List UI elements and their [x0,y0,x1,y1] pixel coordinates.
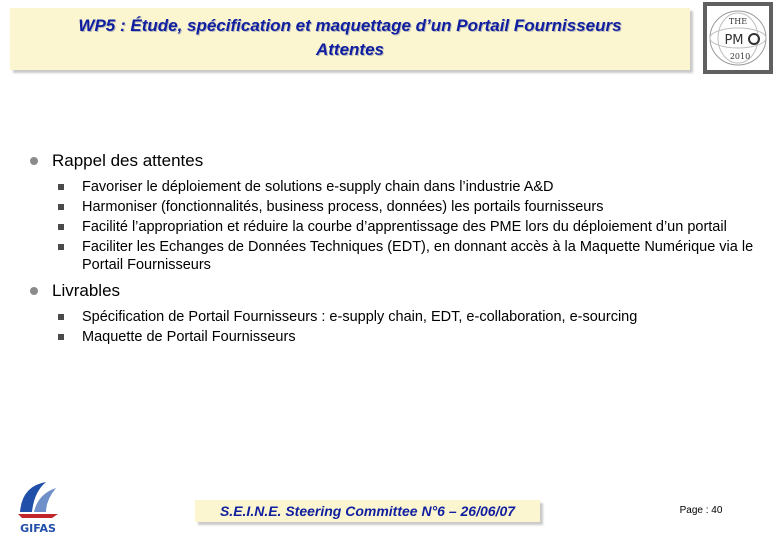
square-bullet-icon [58,204,64,210]
square-bullet-icon [58,314,64,320]
slide-content [28,150,758,352]
section-heading-attentes [28,150,758,172]
list-item-text: Favoriser le déploiement de solutions e-supply chain dans l’industrie A&D [82,179,554,195]
section-heading-text: Livrables [52,281,121,300]
title-banner [10,8,690,70]
list-item [52,308,758,326]
round-bullet-icon [30,157,38,165]
list-item [52,198,758,216]
square-bullet-icon [58,224,64,230]
logo-top-text: THE [728,17,748,26]
list-item-text: Harmoniser (fonctionnalités, business process, données) les portails fournisseurs [82,199,604,215]
slide-title [10,14,690,62]
page-number: Page : 40 [679,505,723,516]
list-item-text: Facilité l’appropriation et réduire la courbe d’apprentissage des PME lors du déploiement d’un portail [82,219,727,235]
slide-title-line2: Attentes [315,40,384,59]
list-item [52,328,758,346]
section-heading-livrables [28,280,758,302]
gifas-text: GIFAS [20,522,56,535]
slide-title-line1: WP5 : Étude, spécification et maquettage d’un Portail Fournisseurs [78,16,622,35]
round-bullet-icon [30,287,38,295]
section-heading-text: Rappel des attentes [52,151,204,170]
list-item-text: Spécification de Portail Fournisseurs : e-supply chain, EDT, e-collaboration, e-sourcing [82,309,638,325]
list-item [52,178,758,196]
list-item-text: Maquette de Portail Fournisseurs [82,329,296,345]
committee-footer: S.E.I.N.E. Steering Committee N°6 – 26/06/07 [195,500,540,522]
pme-logo-icon [703,2,773,74]
square-bullet-icon [58,184,64,190]
attentes-list [28,178,758,274]
livrables-list [28,308,758,346]
list-item [52,218,758,236]
square-bullet-icon [58,334,64,340]
gifas-logo [12,478,64,536]
pme-2010-logo [703,2,773,74]
list-item-text: Faciliter les Echanges de Données Techniques (EDT), en donnant accès à la Maquette Numérique via le Portail Fournisseurs [82,239,754,273]
logo-bottom-text: 2010 [729,52,751,61]
list-item [52,238,758,274]
logo-middle-text: PM [724,33,744,48]
square-bullet-icon [58,244,64,250]
gifas-logo-icon [12,478,64,536]
